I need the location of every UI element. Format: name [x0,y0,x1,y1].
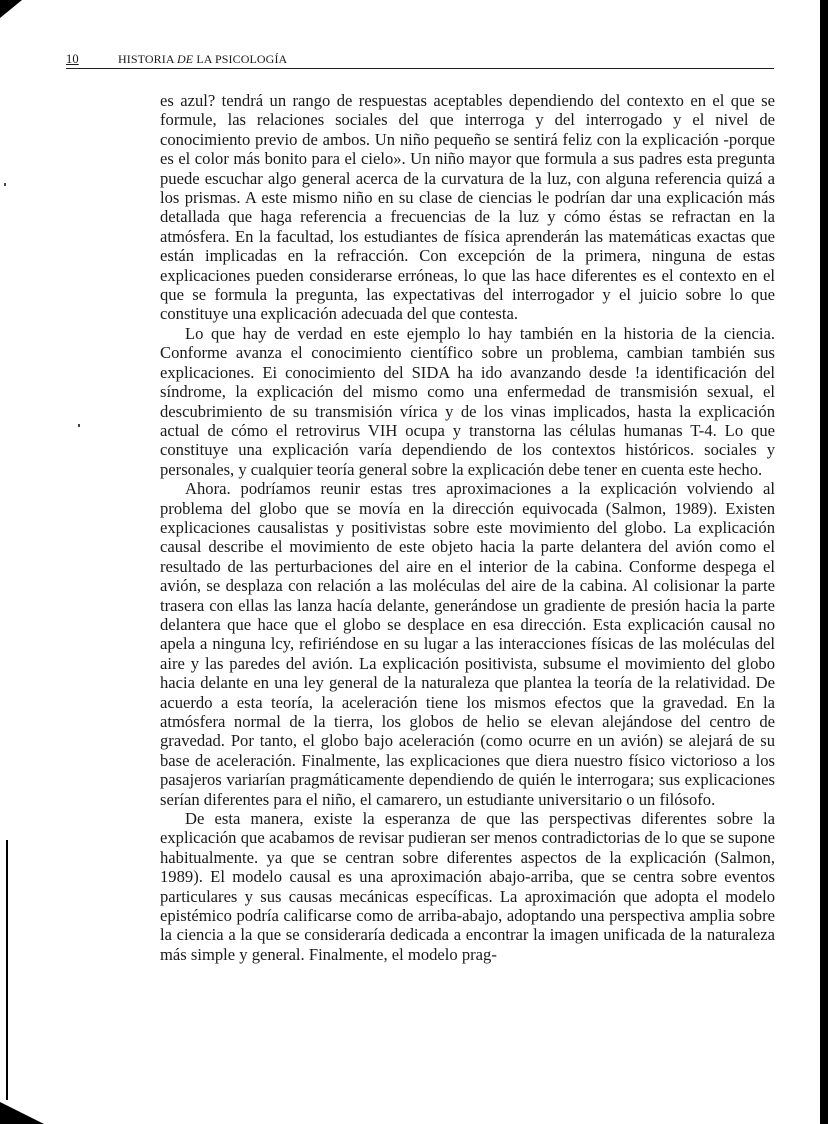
scan-edge-line-left [6,840,8,1100]
scan-edge-shadow [820,0,828,1124]
scan-corner-mark-top [0,0,22,18]
scan-speck [4,183,6,186]
paragraph: Ahora. podríamos reunir estas tres aproximaciones a la explicación volviendo al problema del globo que se movía en la dirección equivocada (Salmon, 1989). Existen explicaciones causalistas y positivistas sobre este movimiento del globo. La explicación causal describe el movimiento de este objeto hacia la parte delantera del avión como el resultado de las perturbaciones del aire en el interior de la cabina. Conforme despega el avión, se desplaza con relación a las moléculas del aire de la cabina. Al colisionar la parte trasera con ellas las lanza hacía delante, generándose un gradiente de presión hacia la parte delantera que hace que el globo se desplace en esa dirección. Esta explicación causal no apela a ninguna lcy, refiriéndose en su lugar a las interacciones físicas de las moléculas del aire y las paredes del avión. La explicación positivista, subsume el movimiento del globo hacia delante en una ley general de la naturaleza que plantea la teoría de la relatividad. De acuerdo a esta teoría, la aceleración tiene los mismos efectos que la gravedad. En la atmósfera normal de la tierra, los globos de helio se elevan alejándose del centro de gravedad. Por tanto, el globo bajo aceleración (como ocurre en un avión) se alejará de su base de aceleración. Finalmente, las explicaciones que diera nuestro físico victorioso a los pasajeros variarían pragmáticamente dependiendo de quién le interrogara; sus explicaciones serían diferentes para el niño, el camarero, un estudiante universitario o un filósofo. [160,479,775,809]
running-header [66,52,774,69]
paragraph: es azul? tendrá un rango de respuestas aceptables dependiendo del contexto en el que se formule, las relaciones sociales del que interroga y del interrogado y el nivel de conocimiento previo de ambos. Un niño pequeño se sentirá feliz con la explicación -porque es el color más bonito para el cielo». Un niño mayor que formula a sus padres esta pregunta puede escuchar algo general acerca de la curvatura de la luz, con alguna referencia quizá a los prismas. A este mismo niño en su clase de ciencias le podrían dar una explicación más detallada que haga referencia a frecuencias de la luz y cómo éstas se refractan en la atmósfera. En la facultad, los estudiantes de física aprenderán las matemáticas exactas que están implicadas en la refracción. Con excepción de la primera, ninguna de estas explicaciones pueden considerarse erróneas, lo que las hace diferentes es el contexto en el que se formula la pregunta, las expectativas del interrogador y el juicio sobre lo que constituye una explicación adecuada del que contesta. [160,91,775,324]
paragraph: De esta manera, existe la esperanza de que las perspectivas diferentes sobre la explicación que acabamos de revisar pudieran ser menos contradictorias de lo que se supone habitualmente. ya que se centran sobre diferentes aspectos de la explicación (Salmon, 1989). El modelo causal es una aproximación abajo-arriba, que se centra sobre eventos particulares y sus causas mecánicas específicas. La aproximación que adopta el modelo epistémico podría calificarse como de arriba-abajo, adoptando una perspectiva amplia sobre la ciencia a la que se consideraría dedicada a encontrar la imagen unificada de la naturaleza más simple y general. Finalmente, el modelo prag- [160,809,775,964]
running-title: HISTORIA DE LA PSICOLOGÍA [118,52,288,66]
scan-speck [78,424,80,427]
paragraph: Lo que hay de verdad en este ejemplo lo hay también en la historia de la ciencia. Conforme avanza el conocimiento científico sobre un problema, cambian también sus explicaciones. Ei conocimiento del SIDA ha ido avanzando desde !a identificación del síndrome, la explicación del mismo como una enfermedad de transmisión sexual, el descubrimiento de su transmisión vírica y de los vinas implicados, hasta la explicación actual de cómo el retrovirus VIH ocupa y transtorna las células humanas T-4. Lo que constituye una explicación varía dependiendo de los contextos históricos. sociales y personales, y cualquier teoría general sobre la explicación debe tener en cuenta este hecho. [160,323,775,479]
page-number: 10 [66,52,79,66]
body-text [160,91,775,964]
scan-corner-mark-bottom [0,1102,44,1124]
